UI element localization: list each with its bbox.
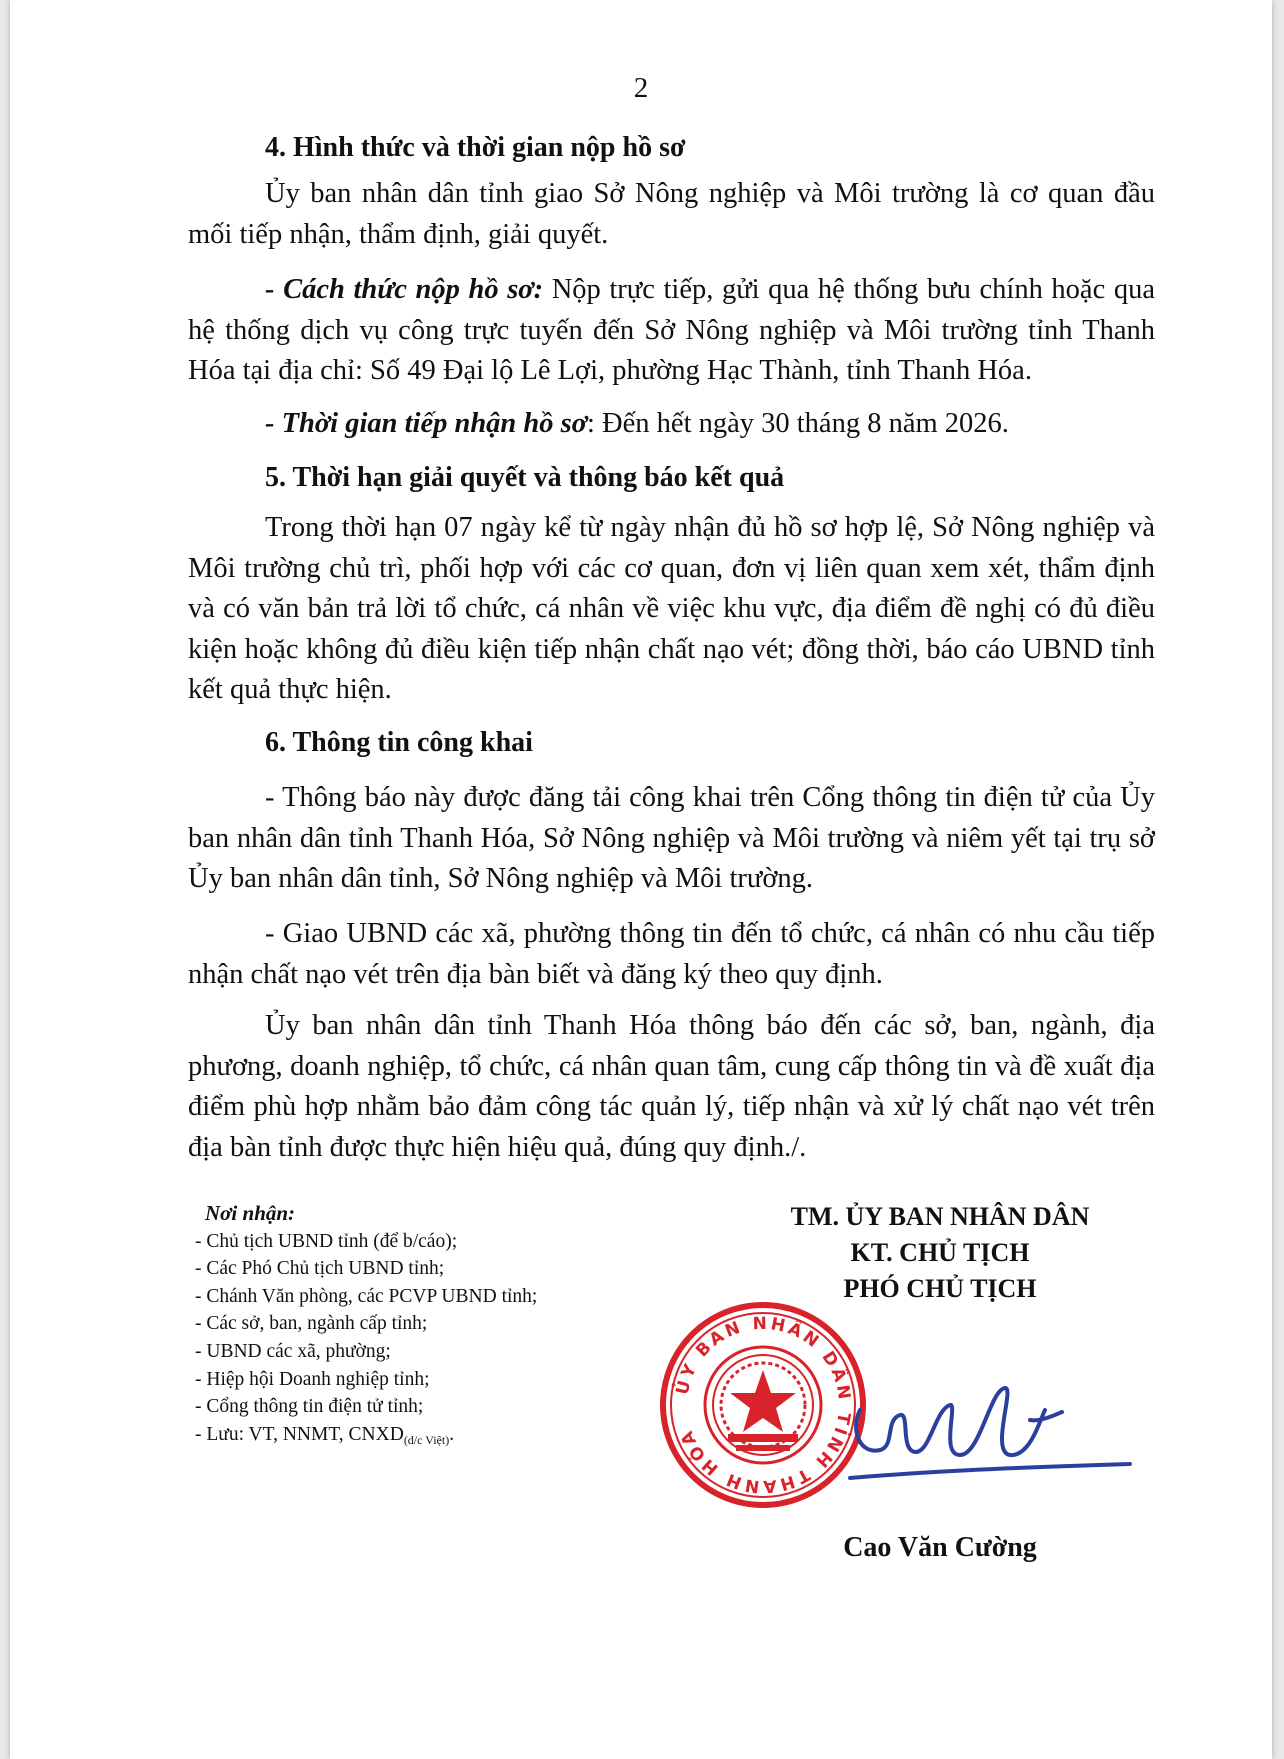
section-4-method-paragraph [188, 270, 1155, 392]
signature-line-1: TM. ỦY BAN NHÂN DÂN [790, 1202, 1090, 1231]
signer-name: Cao Văn Cường [843, 1532, 1037, 1563]
recipient-item: - UBND các xã, phường; [195, 1340, 391, 1362]
recipient-item: - Chủ tịch UBND tỉnh (để b/cáo); [195, 1230, 458, 1252]
document-page [10, 0, 1272, 1759]
seal-ring-text: ỦY BAN NHÂN DÂN TỈNH THANH HÓA [672, 1313, 855, 1497]
official-seal-icon [658, 1300, 868, 1510]
section-5-paragraph: Trong thời hạn 07 ngày kể từ ngày nhận đủ hồ sơ hợp lệ, Sở Nông nghiệp và Môi trường chủ trì, phối hợp với các cơ quan, đơn vị liên quan xem xét, thẩm định và có văn bản trả lời tổ chức, cá nhân về việc khu vực, địa điểm đề nghị có đủ điều kiện hoặc không đủ điều kiện tiếp nhận chất nạo vét; đồng thời, báo cáo UBND tỉnh kết quả thực hiện. [188, 512, 1155, 705]
section-6-heading: 6. Thông tin công khai [265, 727, 533, 758]
section-6-paragraph-3: Ủy ban nhân dân tỉnh Thanh Hóa thông báo đến các sở, ban, ngành, địa phương, doanh nghiệp, tổ chức, cá nhân quan tâm, cung cấp thông tin và đề xuất địa điểm phù hợp nhằm bảo đảm công tác quản lý, tiếp nhận và xử lý chất nạo vét trên địa bàn tỉnh được thực hiện hiệu quả, đúng quy định./. [188, 1010, 1155, 1163]
section-6-paragraph-2: - Giao UBND các xã, phường thông tin đến tổ chức, cá nhân có nhu cầu tiếp nhận chất nạo vét trên địa bàn biết và đăng ký theo quy định. [188, 918, 1155, 990]
page-number: 2 [633, 72, 649, 104]
recipients-list [195, 1228, 675, 1421]
recipient-item: - Cổng thông tin điện tử tỉnh; [195, 1396, 424, 1418]
section-4-time-paragraph [188, 404, 1155, 445]
method-label: - Cách thức nộp hồ sơ: [265, 274, 544, 305]
recipient-item: - Chánh Văn phòng, các PCVP UBND tỉnh; [195, 1285, 538, 1307]
recipient-item: - Hiệp hội Doanh nghiệp tỉnh; [195, 1368, 430, 1390]
recipient-item: - Các Phó Chủ tịch UBND tỉnh; [195, 1258, 445, 1280]
time-text: : Đến hết ngày 30 tháng 8 năm 2026. [587, 408, 1009, 439]
signature-line-3: PHÓ CHỦ TỊCH [843, 1274, 1037, 1303]
time-label: - Thời gian tiếp nhận hồ sơ [265, 408, 588, 439]
recipient-item: - Các sở, ban, ngành cấp tỉnh; [195, 1313, 428, 1335]
section-4-heading: 4. Hình thức và thời gian nộp hồ sơ [265, 132, 686, 163]
section-6-paragraph-1: - Thông báo này được đăng tải công khai trên Cổng thông tin điện tử của Ủy ban nhân dân tỉnh Thanh Hóa, Sở Nông nghiệp và Môi trường và niêm yết tại trụ sở Ủy ban nhân dân tỉnh, Sở Nông nghiệp và Môi trường. [188, 782, 1155, 894]
recipient-item-archive: - Lưu: VT, NNMT, $CNXD_{(d/c Việt)}$. [195, 1423, 455, 1447]
recipients-block [195, 1200, 675, 1454]
method-text: Nộp trực tiếp, gửi qua hệ thống bưu chính hoặc qua hệ thống dịch vụ công trực tuyến đến Sở Nông nghiệp và Môi trường tỉnh Thanh Hóa tại địa chỉ: Số 49 Đại lộ Lê Lợi, phường Hạc Thành, tỉnh Thanh Hóa. [188, 274, 1155, 386]
handwritten-signature-icon [840, 1360, 1140, 1500]
recipients-title: Nơi nhận: [205, 1201, 296, 1225]
signature-line-2: KT. CHỦ TỊCH [850, 1238, 1030, 1267]
section-5-heading: 5. Thời hạn giải quyết và thông báo kết quả [265, 462, 785, 493]
section-4-paragraph-1: Ủy ban nhân dân tỉnh giao Sở Nông nghiệp và Môi trường là cơ quan đầu mối tiếp nhận, thẩm định, giải quyết. [188, 178, 1155, 250]
